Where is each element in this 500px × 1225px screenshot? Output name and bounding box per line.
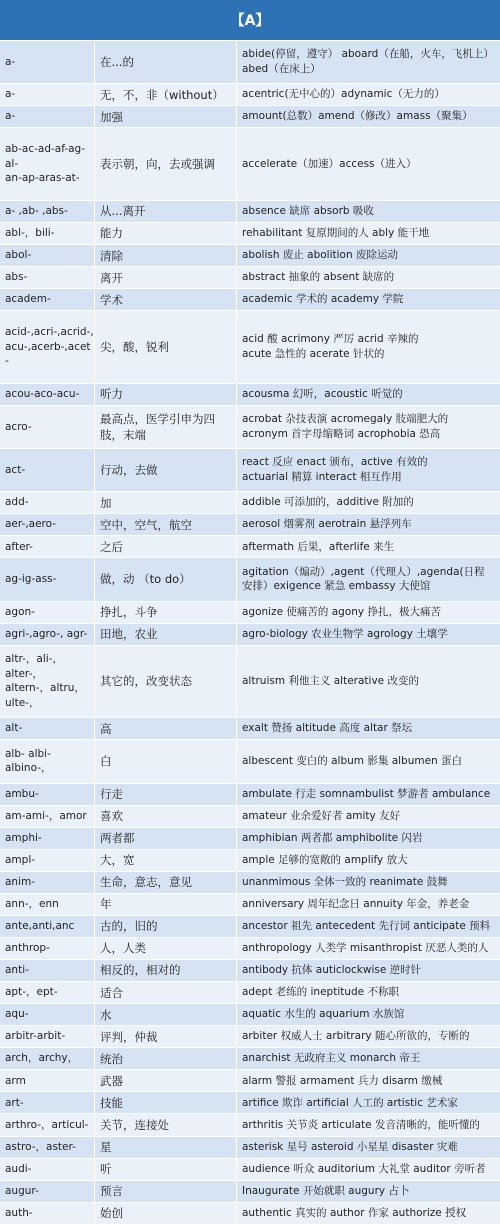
meaning-cell: 学术	[95, 289, 237, 310]
meaning-cell: 从...离开	[95, 201, 237, 222]
examples-cell: anarchist 无政府主义 monarch 帝王	[242, 1052, 421, 1065]
meaning-cell: 表示朝，向，去或强调	[95, 128, 237, 200]
table-row	[0, 1181, 500, 1203]
table-row	[0, 536, 500, 558]
meaning-cell: 空中，空气，航空	[95, 514, 237, 535]
root-cell: aqu-	[0, 1004, 95, 1025]
root-cell: a-	[0, 106, 95, 127]
root-cell: anim-	[0, 872, 95, 893]
table-row	[0, 1048, 500, 1070]
meaning-cell: 其它的，改变状态	[95, 646, 237, 718]
table-row	[0, 289, 500, 311]
root-cell: acro-	[0, 406, 95, 448]
examples-cell: ample 足够的宽敞的 amplify 放大	[242, 853, 408, 866]
table-row	[0, 1026, 500, 1048]
table-row	[0, 828, 500, 850]
root-cell: alb- albi- albino-，	[0, 740, 95, 782]
table-row	[0, 894, 500, 916]
table-row	[0, 602, 500, 624]
examples-cell: albescent 变白的 album 影集 albumen 蛋白	[242, 755, 463, 768]
meaning-cell: 评判，仲裁	[95, 1026, 237, 1047]
root-cell: arm	[0, 1070, 95, 1091]
root-cell: a-	[0, 41, 95, 83]
root-cell: a- ,ab- ,abs-	[0, 201, 95, 222]
root-cell: arbitr-arbit-	[0, 1026, 95, 1047]
examples-cell: accelerate（加速）access（进入）	[242, 157, 417, 170]
root-cell: ag-ig-ass-	[0, 558, 95, 600]
table-row	[0, 406, 500, 449]
examples-cell: adept 老练的 ineptitude 不称职	[242, 986, 399, 999]
meaning-cell: 尖，酸，锐利	[95, 311, 237, 383]
examples-cell: arthritis 关节炎 articulate 发音清晰的，能听懂的	[242, 1118, 480, 1131]
meaning-cell: 之后	[95, 536, 237, 557]
root-cell: ante,anti,anc	[0, 916, 95, 937]
root-cell: ambu-	[0, 784, 95, 805]
meaning-cell: 星	[95, 1137, 237, 1158]
table-row	[0, 41, 500, 84]
root-cell: anti-	[0, 960, 95, 981]
table-row	[0, 740, 500, 783]
examples-cell: acentric(无中心的）adynamic（无力的）	[242, 88, 445, 101]
table-row	[0, 558, 500, 601]
examples-cell: Inaugurate 开始就职 augury 占卜	[242, 1184, 410, 1197]
meaning-cell: 关节，连接处	[95, 1114, 237, 1135]
examples-cell: react 反应 enact 颁布，active 有效的 actuarial 精算 interact 相互作用	[242, 456, 428, 484]
examples-cell: acid 酸 acrimony 严厉 acrid 辛辣的 acute 急性的 acerate 针状的	[242, 333, 419, 361]
meaning-cell: 加强	[95, 106, 237, 127]
meaning-cell: 在...的	[95, 41, 237, 83]
table-row	[0, 311, 500, 384]
root-cell: agri-,agro-, agr-	[0, 624, 95, 645]
root-cell: astro-，aster-	[0, 1137, 95, 1158]
table-row	[0, 492, 500, 514]
root-cell: anthrop-	[0, 938, 95, 959]
table-body	[0, 41, 500, 1225]
meaning-cell: 清除	[95, 245, 237, 266]
table-row	[0, 201, 500, 223]
examples-cell: agonize 使痛苦的 agony 挣扎，极大痛苦	[242, 605, 441, 618]
root-cell: abol-	[0, 245, 95, 266]
root-cell: altr-，ali-，alter-， altern-，altru， ulte-，	[0, 646, 95, 718]
examples-cell: aquatic 水生的 aquarium 水族馆	[242, 1008, 405, 1021]
meaning-cell: 相反的，相对的	[95, 960, 237, 981]
table-row	[0, 1004, 500, 1026]
root-cell: arch，archy，	[0, 1048, 95, 1069]
meaning-cell: 加	[95, 492, 237, 513]
root-cell: acou-aco-acu-	[0, 384, 95, 405]
meaning-cell: 生命，意志，意见	[95, 872, 237, 893]
examples-cell: anniversary 周年纪念日 annuity 年金，养老金	[242, 898, 470, 910]
examples-cell: audience 听众 auditorium 大礼堂 auditor 旁听者	[242, 1162, 486, 1175]
examples-cell: ancestor 祖先 antecedent 先行词 anticipate 预料	[242, 920, 491, 933]
root-cell: art-	[0, 1092, 95, 1113]
examples-cell: rehabilitant 复原期间的人 ably 能干地	[242, 227, 430, 240]
meaning-cell: 适合	[95, 982, 237, 1003]
examples-cell: unanmimous 全体一致的 reanimate 鼓舞	[242, 875, 448, 888]
meaning-cell: 能力	[95, 223, 237, 244]
meaning-cell: 古的，旧的	[95, 916, 237, 937]
meaning-cell: 统治	[95, 1048, 237, 1069]
examples-cell: academic 学术的 academy 学院	[242, 293, 404, 306]
meaning-cell: 喜欢	[95, 806, 237, 827]
table-row	[0, 106, 500, 128]
meaning-cell: 离开	[95, 267, 237, 288]
examples-cell: altruism 利他主义 alterative 改变的	[242, 675, 419, 688]
table-row	[0, 449, 500, 492]
table-row	[0, 1203, 500, 1225]
table-row	[0, 267, 500, 289]
examples-cell: addible 可添加的，additive 附加的	[242, 496, 414, 509]
meaning-cell: 技能	[95, 1092, 237, 1113]
examples-cell: aerosol 烟雾剂 aerotrain 悬浮列车	[242, 518, 412, 531]
root-cell: audi-	[0, 1159, 95, 1180]
table-row	[0, 784, 500, 806]
examples-cell: antibody 抗体 auticlockwise 逆时针	[242, 964, 422, 977]
root-cell: act-	[0, 449, 95, 491]
examples-cell: acousma 幻听，acoustic 听觉的	[242, 388, 403, 401]
table-row	[0, 872, 500, 894]
root-cell: apt-，ept-	[0, 982, 95, 1003]
meaning-cell: 无，不，非（without）	[95, 84, 237, 105]
root-cell: ab-ac-ad-af-ag-al- an-ap-aras-at-	[0, 128, 95, 200]
meaning-cell: 始创	[95, 1203, 237, 1224]
table-row	[0, 1092, 500, 1114]
examples-cell: artifice 欺诈 artificial 人工的 artistic 艺术家	[242, 1096, 458, 1109]
meaning-cell: 高	[95, 718, 237, 739]
examples-cell: abolish 废止 abolition 废除运动	[242, 249, 398, 262]
meaning-cell: 挣扎，斗争	[95, 602, 237, 623]
table-row	[0, 1137, 500, 1159]
meaning-cell: 田地，农业	[95, 624, 237, 645]
table-row	[0, 938, 500, 960]
meaning-cell: 武器	[95, 1070, 237, 1091]
meaning-cell: 年	[95, 894, 237, 915]
root-cell: arthro-，articul-	[0, 1114, 95, 1135]
examples-cell: amateur 业余爱好者 amity 友好	[242, 809, 401, 822]
examples-cell: agitation（煽动）,agent（代理人）,agenda(日程安排）exigence 紧急 embassy 大使馆	[242, 565, 485, 593]
examples-cell: authentic 真实的 author 作家 authorize 授权	[242, 1206, 467, 1219]
root-cell: ampl-	[0, 850, 95, 871]
root-cell: acid-,acri-,acrid-, acu-,acerb-,acet -	[0, 311, 95, 383]
examples-cell: aftermath 后果，afterlife 来生	[242, 540, 395, 553]
examples-cell: ambulate 行走 somnambulist 梦游者 ambulance	[242, 787, 491, 800]
meaning-cell: 白	[95, 740, 237, 782]
meaning-cell: 听	[95, 1159, 237, 1180]
examples-cell: acrobat 杂技表演 acromegaly 肢端肥大的 acronym 首字母缩略词 acrophobia 恐高	[242, 413, 449, 440]
examples-cell: abstract 抽象的 absent 缺席的	[242, 271, 395, 284]
examples-cell: arbiter 权威人士 arbitrary 随心所欲的，专断的	[242, 1030, 470, 1043]
examples-cell: agro-biology 农业生物学 agrology 土壤学	[242, 627, 448, 640]
table-row	[0, 624, 500, 646]
meaning-cell: 人，人类	[95, 938, 237, 959]
table-row	[0, 646, 500, 719]
table-row	[0, 245, 500, 267]
table-row	[0, 1159, 500, 1181]
examples-cell: anthropology 人类学 misanthropist 厌恶人类的人	[242, 942, 489, 955]
examples-cell: alarm 警报 armament 兵力 disarm 缴械	[242, 1074, 443, 1087]
table-row	[0, 1114, 500, 1136]
root-cell: aer-,aero-	[0, 514, 95, 535]
examples-cell: amphibian 两者都 amphibolite 闪岩	[242, 831, 423, 844]
meaning-cell: 行走	[95, 784, 237, 805]
table-row	[0, 806, 500, 828]
examples-cell: absence 缺席 absorb 吸收	[242, 205, 374, 218]
root-cell: alt-	[0, 718, 95, 739]
root-cell: abl-，bili-	[0, 223, 95, 244]
table-row	[0, 514, 500, 536]
examples-cell: asterisk 星号 asteroid 小星星 disaster 灾难	[242, 1140, 458, 1153]
meaning-cell: 大，宽	[95, 850, 237, 871]
root-cell: amphi-	[0, 828, 95, 849]
root-cell: after-	[0, 536, 95, 557]
examples-cell: exalt 赞扬 altitude 高度 altar 祭坛	[242, 722, 413, 735]
table-title: 【A】	[0, 0, 500, 41]
root-cell: ann-，enn	[0, 894, 95, 915]
table-row	[0, 916, 500, 938]
meaning-cell: 水	[95, 1004, 237, 1025]
table-row	[0, 982, 500, 1004]
meaning-cell: 最高点，医学引申为四肢，末端	[95, 406, 237, 448]
root-cell: auth-	[0, 1203, 95, 1224]
examples-cell: abide(停留，遵守） aboard（在船，火车，飞机上）abed（在床上）	[242, 48, 494, 76]
meaning-cell: 预言	[95, 1181, 237, 1202]
root-cell: agon-	[0, 602, 95, 623]
table-row	[0, 960, 500, 982]
meaning-cell: 做，动 （to do）	[95, 558, 237, 600]
meaning-cell: 行动，去做	[95, 449, 237, 491]
table-row	[0, 384, 500, 406]
table-row	[0, 718, 500, 740]
root-cell: am-ami-，amor	[0, 806, 95, 827]
root-cell: augur-	[0, 1181, 95, 1202]
meaning-cell: 两者都	[95, 828, 237, 849]
table-row	[0, 1070, 500, 1092]
root-cell: abs-	[0, 267, 95, 288]
table-row	[0, 84, 500, 106]
meaning-cell: 听力	[95, 384, 237, 405]
table-row	[0, 850, 500, 872]
table-row	[0, 223, 500, 245]
root-cell: academ-	[0, 289, 95, 310]
table-row	[0, 128, 500, 201]
examples-cell: amount(总数）amend（修改）amass（聚集）	[242, 110, 473, 123]
root-cell: add-	[0, 492, 95, 513]
root-cell: a-	[0, 84, 95, 105]
